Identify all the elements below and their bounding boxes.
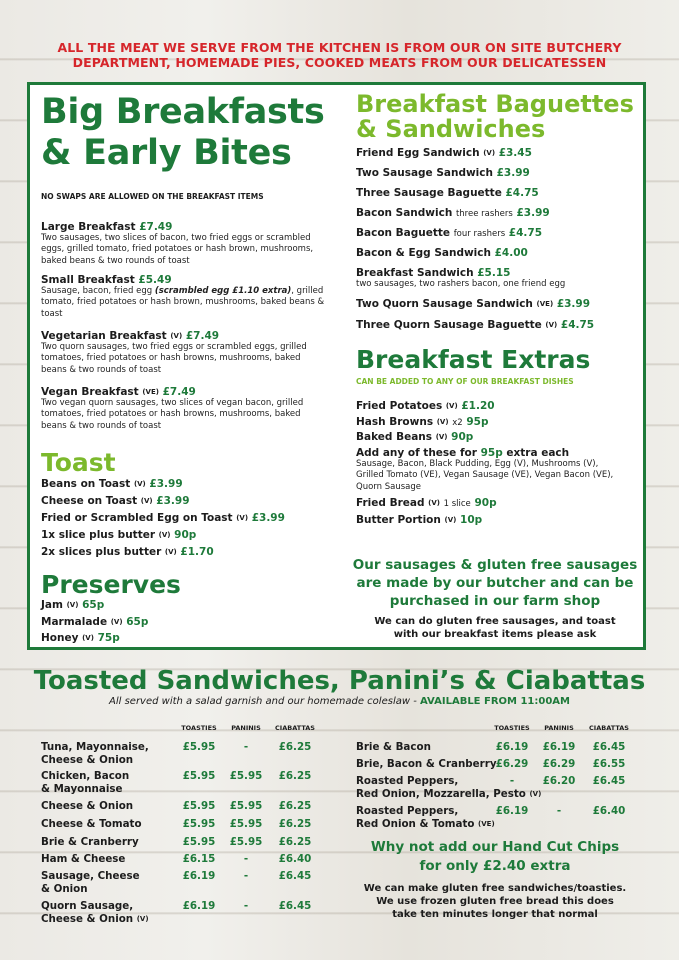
big-breakfasts-title: Big Breakfasts & Early Bites (41, 92, 325, 173)
extras-item-tag: (V) (436, 417, 449, 426)
price-cell-paninis: £5.95 (229, 770, 263, 782)
sandwich-name (41, 836, 139, 849)
preserves-item-price: 75p (97, 632, 120, 644)
extras-item (356, 430, 473, 445)
price-cell-paninis: £5.95 (229, 836, 263, 848)
sandwich-tag: (V) (136, 914, 149, 923)
extras-item-extra: 1 slice (443, 499, 471, 509)
column-header: PANINIS (544, 724, 574, 732)
sandwich-name-line2 (356, 818, 495, 831)
price-cell-toasties: £6.29 (495, 758, 529, 770)
price-cell-ciabattas: £6.55 (592, 758, 626, 770)
price-cell-paninis: - (243, 853, 249, 865)
sandwich-name (41, 741, 149, 766)
sandwich-tag: (V) (529, 789, 542, 798)
breakfast-item-name: Vegetarian Breakfast (41, 330, 167, 342)
sandwich-name (356, 805, 495, 830)
kitchen-notice (0, 40, 679, 70)
sandwich-name-line2 (356, 788, 541, 801)
baguette-item (356, 146, 532, 161)
price-cell-toasties: £5.95 (182, 800, 216, 812)
price-cell-toasties: £6.15 (182, 853, 216, 865)
kitchen-notice-line1: ALL THE MEAT WE SERVE FROM THE KITCHEN IS FROM OUR ON SITE BUTCHERY (57, 40, 622, 55)
baguette-item (356, 297, 590, 312)
price-cell-paninis: £5.95 (229, 800, 263, 812)
breakfast-item-name: Small Breakfast (41, 274, 135, 286)
toast-item-price: £3.99 (149, 478, 183, 490)
baguette-item-name: Breakfast Sandwich (356, 267, 474, 279)
breakfast-item-price: £7.49 (162, 386, 196, 398)
preserves-item-price: 65p (82, 599, 105, 611)
preserves-item-name: Jam (41, 599, 63, 611)
sandwich-name-line1: Chicken, Bacon (41, 770, 130, 782)
price-cell-toasties: £5.95 (182, 836, 216, 848)
toast-item-name: Fried or Scrambled Egg on Toast (41, 512, 233, 524)
price-cell-ciabattas: £6.25 (278, 836, 312, 848)
price-cell-ciabattas: £6.45 (278, 900, 312, 912)
sandwich-name-line2 (41, 754, 149, 767)
sandwich-name-line2-text: Red Onion & Tomato (356, 817, 475, 830)
price-cell-toasties: - (509, 775, 515, 787)
baguette-item-desc: two sausages, two rashers bacon, one friend egg (356, 279, 566, 289)
toast-title: Toast (41, 448, 116, 477)
chips-callout: Why not add our Hand Cut Chips for only £2.40 extra (370, 839, 620, 874)
extras-title: Breakfast Extras (356, 345, 591, 374)
price-cell-toasties: £6.19 (495, 805, 529, 817)
baguette-item-name: Bacon Baguette (356, 227, 451, 239)
baguette-item (356, 186, 539, 201)
price-cell-ciabattas: £6.25 (278, 770, 312, 782)
toast-item (41, 477, 183, 492)
sausage-callout: Our sausages & gluten free sausages are made by our butcher and can be purchased in our farm shop (352, 557, 638, 609)
extras-item-price: £1.20 (461, 400, 495, 412)
preserves-item-price: 65p (126, 615, 149, 628)
breakfast-item-desc: Two sausages, two slices of bacon, two fried eggs or scrambled eggs, grilled tomato, fried potatoes or hash brown, mushrooms, baked beans & two rounds of toast (41, 233, 314, 266)
baguette-item-tag: (V) (483, 149, 496, 157)
extras-item-tag: (V) (444, 516, 457, 524)
toast-item-price: 90p (174, 529, 197, 541)
breakfast-item-name: Vegan Breakfast (41, 386, 139, 398)
price-cell-toasties: £5.95 (182, 818, 216, 830)
desc-part: , grilled tomato, fried potatoes or hash brown, mushrooms, baked beans & toast (41, 286, 325, 319)
price-cell-ciabattas: £6.45 (592, 741, 626, 753)
breakfast-item-price: £5.49 (138, 274, 172, 286)
sandwich-name-line2 (41, 883, 140, 896)
sandwich-name-line1: Cheese & Tomato (41, 818, 142, 830)
sandwich-name-line2 (41, 783, 129, 796)
baguette-item-name: Three Quorn Sausage Baguette (356, 319, 542, 331)
baguette-item-price: £4.75 (505, 187, 539, 199)
baguette-item-name: Two Quorn Sausage Sandwich (356, 298, 533, 310)
baguette-item-name: Friend Egg Sandwich (356, 147, 480, 159)
baguette-item-name: Two Sausage Sandwich (356, 167, 493, 179)
breakfast-item-tag: (V) (170, 332, 183, 340)
extras-item-price: 90p (451, 431, 474, 443)
toast-item-tag: (V) (164, 548, 177, 556)
price-cell-ciabattas: £6.40 (278, 853, 312, 865)
breakfast-item-desc (41, 286, 326, 320)
breakfast-item-price: £7.49 (139, 221, 173, 233)
baguette-item-name: Bacon & Egg Sandwich (356, 247, 491, 259)
baguette-item-price: £3.45 (498, 147, 532, 159)
column-header: CIABATTAS (589, 724, 629, 732)
column-header: TOASTIES (181, 724, 217, 732)
price-cell-ciabattas: £6.40 (592, 805, 626, 817)
sandwich-name (41, 770, 129, 795)
baguette-item-tag: (V) (545, 321, 558, 329)
price-cell-ciabattas: £6.45 (592, 775, 626, 787)
extras-subtitle: CAN BE ADDED TO ANY OF OUR BREAKFAST DISHES (356, 377, 574, 386)
baguette-item-price: £4.75 (560, 319, 595, 331)
toast-item-price: £1.70 (180, 546, 214, 558)
sandwich-name (41, 818, 142, 831)
breakfast-item-price: £7.49 (185, 330, 220, 342)
extras-item-tag: (V) (435, 433, 448, 441)
sandwich-name-line2-text: Red Onion, Mozzarella, Pesto (356, 787, 526, 800)
sandwich-name-line1: Sausage, Cheese (41, 870, 140, 882)
sandwich-name-line2-text: Cheese & Onion (41, 912, 134, 925)
price-cell-paninis: £5.95 (229, 818, 263, 830)
baguettes-title: Breakfast Baguettes & Sandwiches (356, 90, 634, 143)
gluten-free-bread-note: We can make gluten free sandwiches/toasties. We use frozen gluten free bread this does take ten minutes longer that normal (363, 883, 627, 920)
breakfast-item-tag: (VE) (142, 388, 159, 396)
extras-item-price: 95p (466, 415, 489, 428)
toast-item (41, 494, 190, 509)
toast-item-tag: (V) (140, 497, 153, 505)
price-cell-ciabattas: £6.25 (278, 800, 312, 812)
extras-item-name: Butter Portion (356, 514, 441, 526)
toast-item-name: Beans on Toast (41, 478, 131, 490)
sandwich-name-line1: Brie, Bacon & Cranberry (356, 758, 497, 770)
preserves-item-tag: (V) (110, 617, 123, 626)
no-swaps-note: NO SWAPS ARE ALLOWED ON THE BREAKFAST ITEMS (41, 192, 264, 201)
toast-item-tag: (V) (158, 531, 171, 539)
sandwich-name-line1: Roasted Peppers, (356, 805, 459, 817)
sandwich-name-line1: Brie & Cranberry (41, 836, 139, 848)
price-cell-toasties: £5.95 (182, 770, 216, 782)
sandwich-name-line2 (41, 913, 149, 926)
extras-item-name: Fried Bread (356, 497, 425, 509)
extras-any-desc: Sausage, Bacon, Black Pudding, Egg (V), Mushrooms (V), Grilled Tomato (VE), Vegan Sausage (VE), Vegan Bacon (VE), Quorn Sausage (356, 459, 614, 492)
price-cell-paninis: - (556, 805, 562, 817)
baguette-item-extra: three rashers (455, 209, 513, 219)
price-cell-toasties: £6.19 (182, 870, 216, 882)
sandwich-name (41, 900, 149, 925)
toast-item (41, 511, 285, 526)
sandwich-name-line1: Tuna, Mayonnaise, (41, 741, 149, 753)
baguette-item-price: £3.99 (496, 167, 530, 179)
price-cell-toasties: £6.19 (182, 900, 216, 912)
price-cell-paninis: - (243, 741, 249, 753)
extras-item (356, 513, 482, 528)
extras-item (356, 399, 495, 414)
preserves-item-name: Marmalade (41, 615, 108, 628)
extras-item-extra: x2 (452, 417, 463, 428)
extras-item-tag: (V) (428, 499, 440, 507)
baguette-item-tag: (VE) (536, 300, 554, 308)
sandwich-name-line1: Quorn Sausage, (41, 900, 134, 912)
extras-item-name: Baked Beans (356, 431, 433, 443)
sandwich-name-line2-text: & Mayonnaise (41, 782, 123, 795)
price-cell-paninis: £6.29 (542, 758, 576, 770)
baguette-item (356, 246, 528, 261)
toast-item (41, 528, 196, 543)
price-cell-ciabattas: £6.45 (278, 870, 312, 882)
sandwich-name-line1: Ham & Cheese (41, 853, 126, 865)
sandwich-name-line1: Roasted Peppers, (356, 775, 459, 787)
preserves-item (41, 615, 148, 630)
sandwich-name (356, 741, 431, 754)
price-cell-paninis: - (243, 900, 249, 912)
toast-item-tag: (V) (236, 514, 249, 522)
extras-any-of-these: Add any of these for 95p extra each (356, 447, 570, 459)
baguette-item-price: £3.99 (556, 298, 591, 310)
toast-item (41, 545, 214, 560)
price-cell-paninis: - (243, 870, 249, 882)
sandwich-tag: (VE) (478, 819, 495, 828)
sandwich-name (41, 870, 140, 895)
sandwich-name-line1: Brie & Bacon (356, 741, 431, 753)
toasted-subtitle: All served with a salad garnish and our homemade coleslaw - AVAILABLE FROM 11:00AM (109, 696, 570, 707)
breakfast-item-desc: Two vegan quorn sausages, two slices of vegan bacon, grilled tomatoes, fried potatoes or hash browns, mushrooms, baked beans & two rounds of toast (41, 398, 304, 431)
baguette-item (356, 226, 542, 241)
sandwich-name (41, 853, 125, 866)
price-cell-paninis: £6.20 (542, 775, 576, 787)
baguette-item-name: Bacon Sandwich (356, 207, 453, 219)
baguette-item-price: £4.00 (494, 247, 528, 259)
price-cell-paninis: £6.19 (542, 741, 576, 753)
extras-item-tag: (V) (445, 402, 458, 410)
sandwich-name-line1: Cheese & Onion (41, 800, 134, 812)
sandwich-name (41, 800, 133, 813)
baguette-item-price: £5.15 (477, 267, 511, 279)
column-header: PANINIS (231, 724, 261, 732)
preserves-item-tag: (V) (66, 601, 79, 609)
toast-item-name: 1x slice plus butter (41, 529, 156, 541)
toasted-title: Toasted Sandwiches, Panini’s & Ciabattas (33, 666, 646, 696)
preserves-item (41, 598, 104, 613)
extras-item (356, 496, 497, 511)
extras-item-price: 90p (474, 497, 497, 509)
preserves-item-tag: (V) (82, 634, 94, 642)
extras-item-price: 10p (460, 514, 483, 526)
baguette-item (356, 206, 550, 221)
kitchen-notice-line2: DEPARTMENT, HOMEMADE PIES, COOKED MEATS FROM OUR DELICATESSEN (72, 55, 607, 70)
desc-part: Sausage, bacon, fried egg (41, 286, 155, 296)
preserves-item (41, 631, 120, 646)
price-cell-toasties: £6.19 (495, 741, 529, 753)
price-cell-toasties: £5.95 (182, 741, 216, 753)
preserves-title: Preserves (41, 570, 181, 599)
breakfast-item-name: Large Breakfast (41, 221, 136, 233)
toast-item-price: £3.99 (251, 512, 285, 524)
extras-item (356, 415, 488, 430)
baguette-item-extra: four rashers (453, 229, 506, 239)
baguette-item (356, 318, 594, 333)
price-cell-ciabattas: £6.25 (278, 741, 312, 753)
baguette-item (356, 166, 530, 181)
breakfast-item-desc: Two quorn sausages, two fried eggs or scrambled eggs, grilled tomatoes, fried potatoes or hash browns, mushrooms, baked beans & two rounds of toast (41, 342, 307, 375)
price-cell-ciabattas: £6.25 (278, 818, 312, 830)
toast-item-price: £3.99 (156, 495, 190, 507)
toast-item-name: Cheese on Toast (41, 495, 138, 507)
toast-item-tag: (V) (133, 480, 146, 488)
sandwich-name-line2-text: Cheese & Onion (41, 753, 134, 766)
sandwich-name (356, 758, 497, 771)
gluten-free-note: We can do gluten free sausages, and toast with our breakfast items please ask (374, 616, 616, 640)
sandwich-name-line2-text: & Onion (41, 882, 88, 895)
extras-item-name: Fried Potatoes (356, 400, 443, 412)
extras-item-name: Hash Browns (356, 415, 434, 428)
column-header: TOASTIES (494, 724, 530, 732)
toast-item-name: 2x slices plus butter (41, 546, 162, 558)
baguette-item-price: £3.99 (516, 207, 550, 219)
desc-italic: (scrambled egg £1.10 extra) (154, 286, 292, 296)
baguette-item-price: £4.75 (508, 227, 543, 239)
preserves-item-name: Honey (41, 632, 79, 644)
baguette-item-name: Three Sausage Baguette (356, 187, 502, 199)
column-header: CIABATTAS (275, 724, 315, 732)
